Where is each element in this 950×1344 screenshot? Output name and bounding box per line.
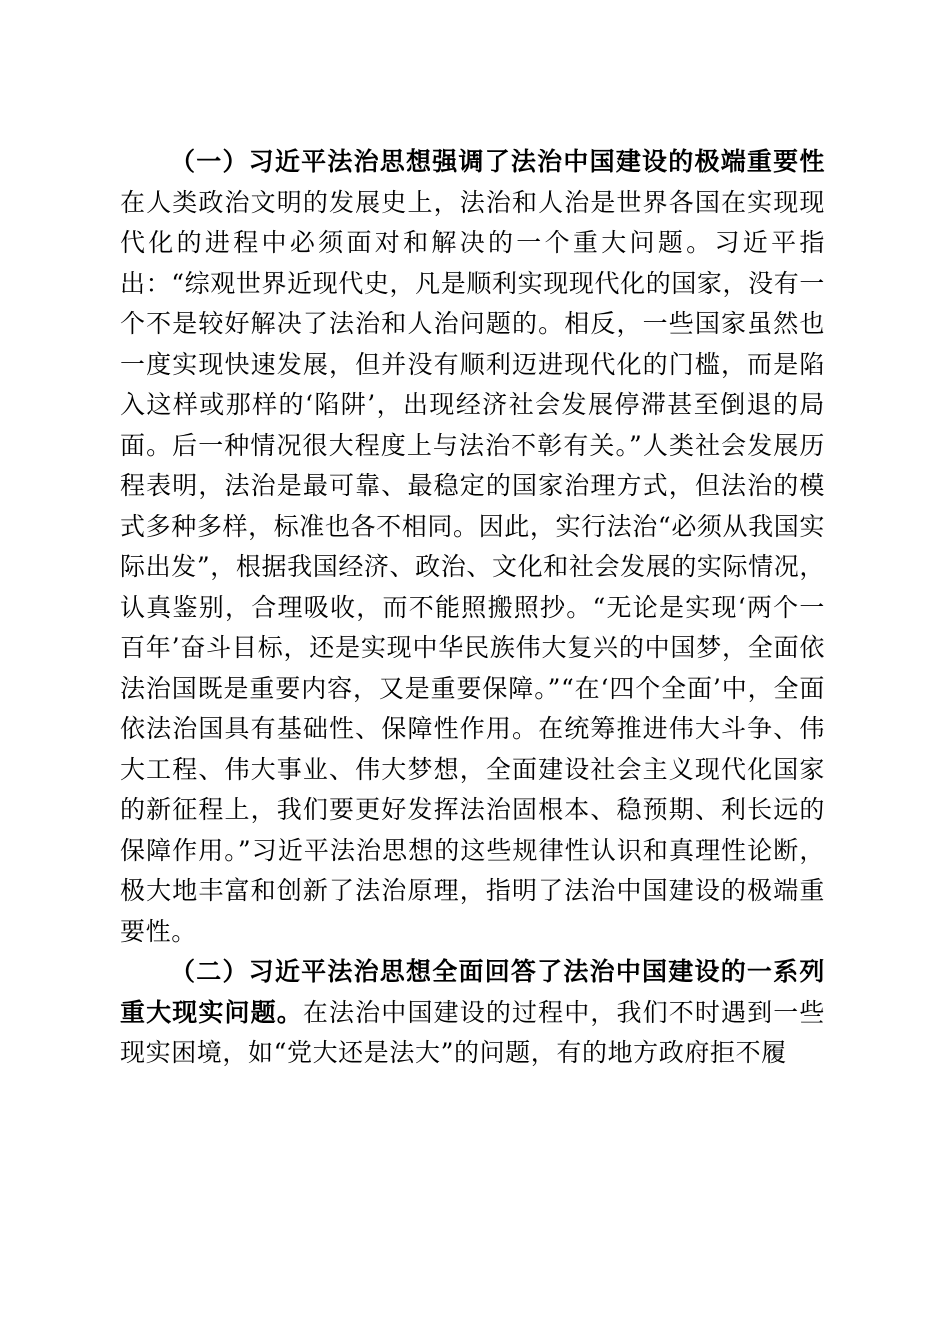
paragraph-1 xyxy=(120,142,825,952)
paragraph-2-text: 在法治中国建设的过程中，我们不时遇到一些现实困境，如“党大还是法大”的问题，有的地方政府拒不履 xyxy=(120,997,825,1067)
paragraph-2 xyxy=(120,952,825,1074)
paragraph-1-text: 在人类政治文明的发展史上，法治和人治是世界各国在实现现代化的进程中必须面对和解决的一个重大问题。习近平指出：“综观世界近现代史，凡是顺利实现现代化的国家，没有一个不是较好解决了法治和人治问题的。相反，一些国家虽然也一度实现快速发展，但并没有顺利迈进现代化的门槛，而是陷入这样或那样的‘陷阱’，出现经济社会发展停滞甚至倒退的局面。后一种情况很大程度上与法治不彰有关。”人类社会发展历程表明，法治是最可靠、最稳定的国家治理方式，但法治的模式多种多样，标准也各不相同。因此，实行法治“必须从我国实际出发”，根据我国经济、政治、文化和社会发展的实际情况，认真鉴别，合理吸收，而不能照搬照抄。“无论是实现‘两个一百年’奋斗目标，还是实现中华民族伟大复兴的中国梦，全面依法治国既是重要内容，又是重要保障。”“在‘四个全面’中，全面依法治国具有基础性、保障性作用。在统筹推进伟大斗争、伟大工程、伟大事业、伟大梦想，全面建设社会主义现代化国家的新征程上，我们要更好发挥法治固根本、稳预期、利长远的保障作用。”习近平法治思想的这些规律性认识和真理性论断，极大地丰富和创新了法治原理，指明了法治中国建设的极端重要性。 xyxy=(120,187,825,946)
document-body xyxy=(120,142,825,1074)
section-heading-1: （一）习近平法治思想强调了法治中国建设的极端重要性 xyxy=(170,147,825,176)
section-heading-2: （二）习近平法治思想全面回答了法治中国建设的一系列重大现实问题。 xyxy=(120,957,825,1027)
